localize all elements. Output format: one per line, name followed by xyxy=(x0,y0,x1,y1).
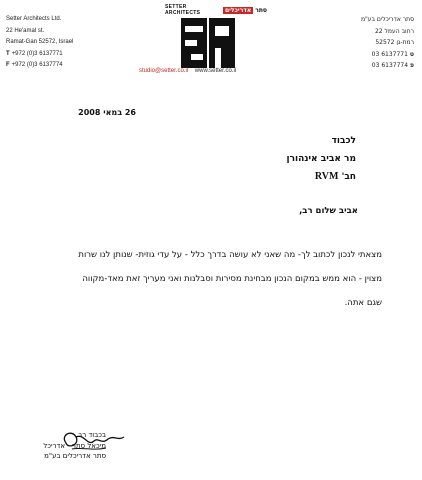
street-en: 22 He'amal st. xyxy=(6,27,45,34)
sa-logo-mark-icon xyxy=(181,18,235,68)
phone-en: T +972 (0)3 6137771 xyxy=(6,50,63,57)
contact-line xyxy=(139,68,236,74)
company-address-hebrew xyxy=(361,16,414,70)
fax-he: פ03 6137774 xyxy=(371,62,414,70)
logo-text-he-architects: אדריכלים xyxy=(224,6,252,14)
logo-text-en: SETTER ARCHITECTS xyxy=(165,4,201,16)
logo-band xyxy=(165,4,267,16)
letter-paragraph xyxy=(22,243,382,315)
website-link[interactable]: www.setter.co.il xyxy=(194,68,237,74)
recipient-name: מר אביב אינהורן xyxy=(286,154,356,164)
signer-company: סתר אדריכלים בע"מ xyxy=(44,452,106,460)
email-link[interactable]: studio@setter.co.il xyxy=(139,68,189,74)
company-name-he: סתר אדריכלים בע"מ xyxy=(360,16,414,23)
recipient-company: חב' RVM xyxy=(314,171,356,182)
company-address-english xyxy=(6,16,73,70)
closing-regards: בכבוד רב, xyxy=(76,431,106,439)
city-he: רמת-גן 52572 xyxy=(375,39,414,47)
signer-name: מיכאל סתר - אדריכל xyxy=(43,441,106,450)
letter-date: 26 במאי 2008 xyxy=(78,108,136,117)
city-en: Ramat-Gan 52572, Israel xyxy=(6,39,74,46)
street-he: רחוב העמל 22 xyxy=(374,27,414,35)
logo-text-he-setter: סתר xyxy=(255,6,267,14)
company-name-en: Setter Architects Ltd. xyxy=(6,16,62,22)
company-logo xyxy=(149,4,267,68)
paragraph-line: מצאתי לנכון לכתוב לך- מה שאני לא עושה בדרך כלל - על עדי גוזית- שנותן לנו שרות xyxy=(78,250,382,260)
paragraph-line: שגם אתה. xyxy=(344,298,382,308)
phone-he: ט03 6137771 xyxy=(371,50,414,58)
recipient-label: לכבוד xyxy=(331,136,356,146)
greeting: אביב שלום רב, xyxy=(299,206,358,216)
handwritten-signature-icon xyxy=(58,425,128,455)
paragraph-line: מצוין - הוא ממש במקום הנכון מבחינת מסירות וסבלנות ואני מעריך זאת מאד-מקווה xyxy=(82,274,382,284)
fax-en: F +972 (0)3 6137774 xyxy=(6,62,63,69)
